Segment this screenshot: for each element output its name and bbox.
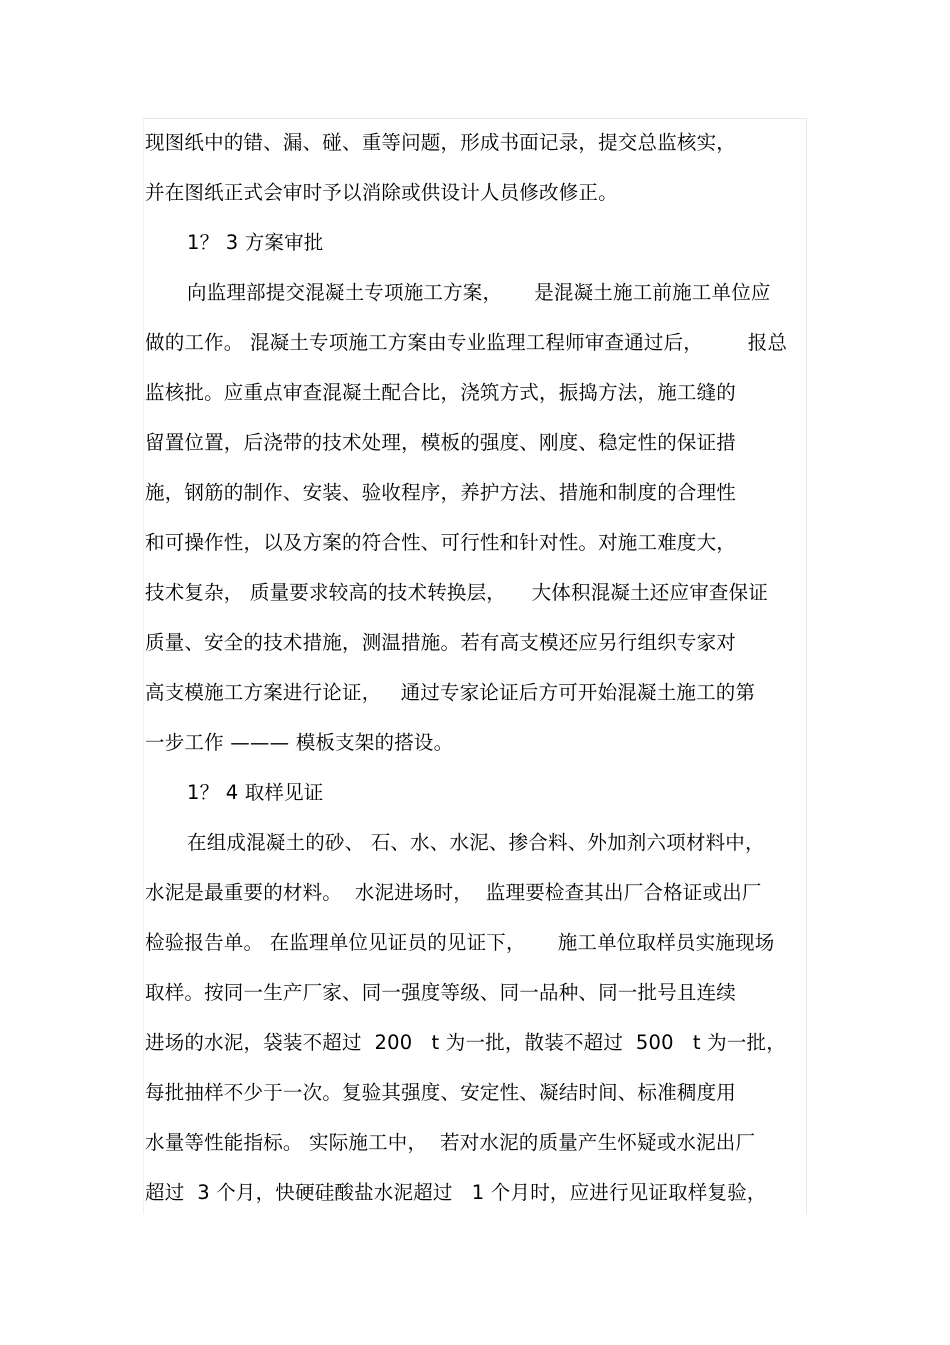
body-text-line: 做的工作。 混凝土专项施工方案由专业监理工程师审查通过后， 报总 bbox=[145, 331, 788, 354]
body-text-line: 留置位置，后浇带的技术处理，模板的强度、刚度、稳定性的保证措 bbox=[145, 431, 737, 454]
body-text-line: 并在图纸正式会审时予以消除或供设计人员修改修正。 bbox=[145, 181, 618, 204]
body-text-line: 现图纸中的错、漏、碰、重等问题，形成书面记录，提交总监核实， bbox=[145, 131, 737, 154]
body-text-line: 一步工作 ——— 模板支架的搭设。 bbox=[145, 731, 454, 754]
body-text-line: 取样。按同一生产厂家、同一强度等级、同一品种、同一批号且连续 bbox=[145, 981, 737, 1004]
body-text-line: 每批抽样不少于一次。复验其强度、安定性、凝结时间、标准稠度用 bbox=[145, 1081, 737, 1104]
body-text-line: 超过 3 个月，快硬硅酸盐水泥超过 1 个月时，应进行见证取样复验， bbox=[145, 1181, 767, 1204]
body-text-line: 和可操作性，以及方案的符合性、可行性和针对性。对施工难度大， bbox=[145, 531, 737, 554]
body-text-line: 水量等性能指标。 实际施工中， 若对水泥的质量产生怀疑或水泥出厂 bbox=[145, 1131, 756, 1154]
body-text-line: 监核批。应重点审查混凝土配合比，浇筑方式，振捣方法，施工缝的 bbox=[145, 381, 737, 404]
body-text-line: 水泥是最重要的材料。 水泥进场时， 监理要检查其出厂合格证或出厂 bbox=[145, 881, 762, 904]
section-heading: 1？ 3 方案审批 bbox=[187, 231, 324, 254]
body-text-line: 向监理部提交混凝土专项施工方案， 是混凝土施工前施工单位应 bbox=[187, 281, 771, 304]
body-text-line: 在组成混凝土的砂、 石、水、水泥、掺合料、外加剂六项材料中， bbox=[187, 831, 765, 854]
section-heading: 1？ 4 取样见证 bbox=[187, 781, 324, 804]
body-text-line: 检验报告单。 在监理单位见证员的见证下， 施工单位取样员实施现场 bbox=[145, 931, 775, 954]
body-text-line: 技术复杂， 质量要求较高的技术转换层， 大体积混凝土还应审查保证 bbox=[145, 581, 768, 604]
body-text-line: 施，钢筋的制作、安装、验收程序，养护方法、措施和制度的合理性 bbox=[145, 481, 737, 504]
body-text-line: 质量、安全的技术措施，测温措施。若有高支模还应另行组织专家对 bbox=[145, 631, 737, 654]
body-text-line: 高支模施工方案进行论证， 通过专家论证后方可开始混凝土施工的第 bbox=[145, 681, 756, 704]
body-text-line: 进场的水泥，袋装不超过 200 t 为一批，散装不超过 500 t 为一批， bbox=[145, 1031, 786, 1054]
